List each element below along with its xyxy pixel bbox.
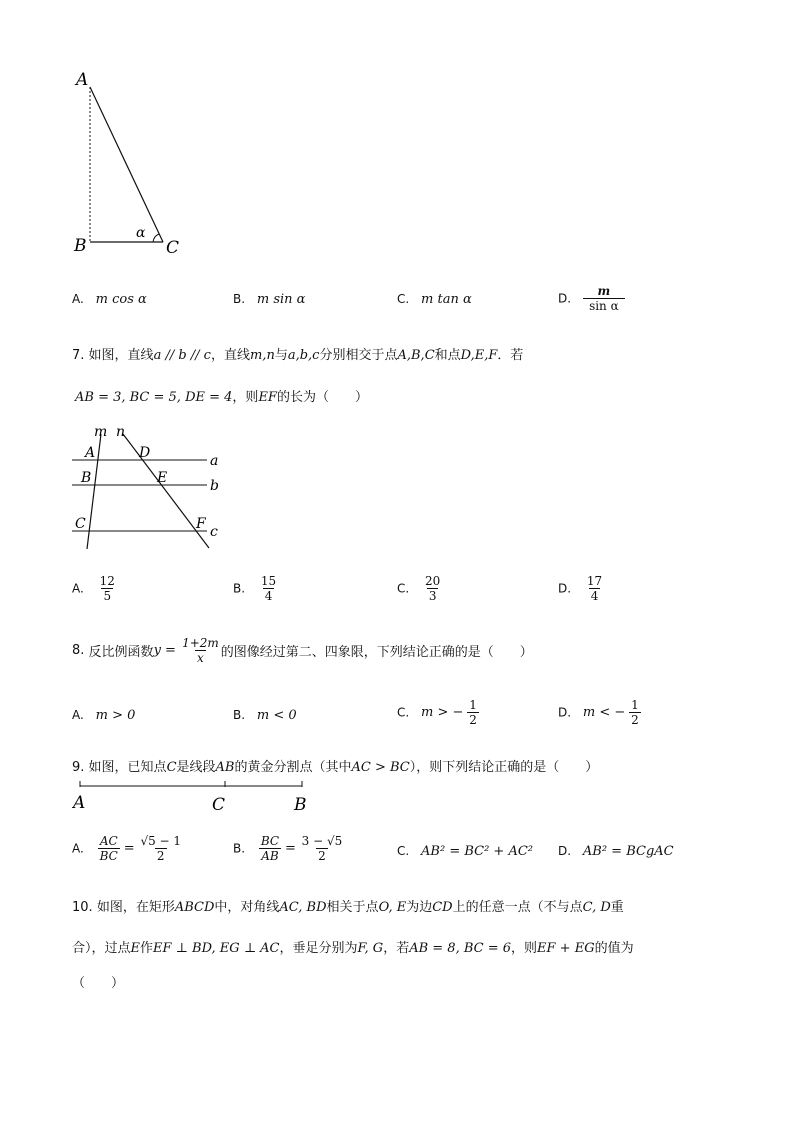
q9-option-c[interactable]: [397, 844, 533, 859]
side-ac: [90, 87, 163, 242]
text: 如图，在矩形: [96, 900, 175, 915]
q6-option-b[interactable]: [233, 292, 305, 307]
option-letter: B.: [233, 292, 246, 306]
q8-option-c[interactable]: [397, 698, 479, 727]
option-fraction: [585, 574, 604, 603]
fraction-denominator: sin α: [583, 298, 625, 313]
fraction-numerator: 20: [425, 574, 441, 588]
q8-option-b[interactable]: [233, 708, 297, 723]
label-d: D: [139, 445, 151, 461]
q7-option-c[interactable]: [397, 574, 442, 603]
fraction-numerator: 17: [586, 574, 603, 588]
math: AC > BC: [351, 760, 410, 775]
text: 中，对角线: [214, 900, 280, 915]
q7-option-d[interactable]: [558, 574, 604, 603]
equals: =: [284, 841, 296, 856]
fraction-numerator: 1: [469, 698, 477, 712]
option-fraction: [259, 574, 278, 603]
text: 是线段: [176, 760, 216, 775]
q8-stem: [72, 636, 533, 665]
angle-arc: [153, 234, 159, 242]
label-c: C: [212, 795, 226, 815]
fraction-numerator: AC: [99, 834, 118, 848]
equals: =: [123, 841, 135, 856]
option-letter: C.: [397, 292, 410, 306]
math: EF ⊥ BD, EG ⊥ AC: [153, 941, 280, 956]
q7-stem-line2: [75, 386, 368, 405]
q8-option-a[interactable]: [72, 708, 135, 723]
math: AB = 8, BC = 6: [409, 941, 512, 956]
math: AB = 3, BC = 5, DE = 4: [75, 390, 233, 405]
fraction-denominator: 2: [156, 849, 165, 863]
fraction-denominator: x: [197, 651, 204, 665]
q10-answer-blank: [72, 972, 124, 991]
text: 的图像经过第二、四象限，下列结论正确的是（ ）: [220, 645, 533, 660]
option-expr: m sin α: [256, 292, 306, 307]
text: ，直线: [210, 348, 250, 363]
label-a: A: [76, 70, 89, 90]
label-e: E: [157, 470, 168, 486]
option-letter: B.: [233, 708, 246, 722]
q7-stem-line1: [72, 344, 523, 363]
fraction-numerator: 1: [631, 698, 639, 712]
q10-stem-line2: [72, 937, 634, 956]
q7-option-a[interactable]: [72, 574, 117, 603]
segment-figure: [72, 778, 322, 818]
option-fraction-right: [138, 834, 183, 863]
option-letter: B.: [233, 581, 246, 596]
option-letter: A.: [72, 708, 84, 722]
question-number: 8.: [72, 643, 85, 658]
text: 和点: [434, 348, 461, 363]
label-alpha: α: [136, 225, 146, 241]
question-number: 10.: [72, 900, 93, 915]
math: y =: [153, 643, 176, 658]
q6-option-d[interactable]: [558, 284, 625, 313]
fraction-denominator: 2: [469, 713, 477, 727]
q9-option-d[interactable]: [558, 844, 674, 859]
question-number: 7.: [72, 348, 85, 363]
label-m: m: [94, 424, 108, 440]
option-letter: A.: [72, 581, 84, 596]
text: 的长为（ ）: [276, 390, 368, 405]
option-expr: m < −: [582, 705, 626, 720]
math: ABCD: [174, 900, 215, 915]
fraction-numerator: 12: [99, 574, 115, 588]
q7-option-b[interactable]: [233, 574, 278, 603]
option-letter: D.: [558, 291, 572, 306]
text: ，则: [232, 390, 259, 405]
q10-stem-line1: [72, 896, 624, 915]
text: ．若: [497, 348, 524, 363]
text: 如图，已知点: [88, 760, 167, 775]
option-letter: C.: [397, 705, 410, 720]
fraction-denominator: 4: [590, 589, 599, 603]
option-letter: D.: [558, 705, 572, 720]
label-b: B: [294, 795, 307, 815]
option-fraction: [98, 574, 117, 603]
option-letter: C.: [397, 581, 410, 596]
math: EF: [258, 390, 277, 405]
option-letter: A.: [72, 841, 84, 856]
option-letter: D.: [558, 581, 572, 596]
function-fraction: [180, 636, 221, 665]
option-fraction: [423, 574, 442, 603]
text: 的值为: [594, 941, 634, 956]
math: O, E: [378, 900, 407, 915]
label-b: B: [74, 236, 87, 256]
fraction-denominator: BC: [99, 849, 118, 863]
fraction-numerator: √5 − 1: [140, 834, 182, 848]
label-c-line: c: [210, 524, 218, 540]
option-letter: D.: [558, 844, 572, 858]
q9-option-a[interactable]: [72, 834, 183, 863]
fraction-numerator: 1+2m: [182, 636, 219, 650]
q9-stem: [72, 756, 598, 775]
math: EF + EG: [537, 941, 595, 956]
label-b-point: B: [81, 470, 92, 486]
math: A,B,C: [397, 348, 435, 363]
option-fraction: [583, 284, 625, 313]
text: 与: [274, 348, 288, 363]
fraction-numerator: 3 − √5: [301, 834, 343, 848]
fraction-denominator: 3: [428, 589, 437, 603]
option-expr: AB² = BC² + AC²: [421, 844, 533, 859]
math: a,b,c: [287, 348, 320, 363]
fraction-numerator: 15: [260, 574, 277, 588]
option-expr: m < 0: [256, 708, 297, 723]
option-expr: m cos α: [95, 292, 147, 307]
math: AB: [215, 760, 235, 775]
fraction-denominator: 4: [264, 589, 273, 603]
text: 上的任意一点（不与点: [452, 900, 583, 915]
math: D,E,F: [460, 348, 498, 363]
text: ），则下列结论正确的是（ ）: [409, 760, 599, 775]
math: C, D: [582, 900, 611, 915]
text: 如图，直线: [88, 348, 154, 363]
text: ，垂足分别为: [279, 941, 358, 956]
label-b-line: b: [210, 478, 219, 494]
option-fraction: [629, 698, 641, 727]
option-expr: AB² = BCgAC: [582, 844, 674, 859]
option-expr: m tan α: [421, 292, 472, 307]
math: AC, BD: [279, 900, 327, 915]
text: 的黄金分割点（其中: [234, 760, 352, 775]
q6-option-a[interactable]: [72, 292, 147, 307]
label-c: C: [166, 238, 180, 258]
text: 作: [140, 941, 154, 956]
option-letter: B.: [233, 841, 246, 856]
math: a // b // c: [153, 348, 211, 363]
label-n: n: [116, 424, 126, 440]
option-fraction: [467, 698, 479, 727]
option-expr: m > 0: [95, 708, 136, 723]
text: ，则: [511, 941, 538, 956]
option-fraction-left: [259, 834, 281, 863]
label-a: A: [73, 793, 86, 813]
option-letter: C.: [397, 844, 410, 858]
math: E: [130, 941, 141, 956]
option-letter: A.: [72, 292, 84, 306]
label-a-line: a: [210, 453, 219, 469]
text: 合），过点: [72, 941, 131, 956]
fraction-denominator: AB: [261, 849, 279, 863]
parallel-lines-figure: [65, 422, 235, 552]
q6-option-c[interactable]: [397, 292, 472, 307]
text: （ ）: [72, 976, 125, 991]
label-a-point: A: [85, 445, 96, 461]
question-number: 9.: [72, 760, 85, 775]
text: 为边: [406, 900, 433, 915]
option-expr: m > −: [421, 705, 464, 720]
math: C: [166, 760, 177, 775]
math: m,n: [249, 348, 275, 363]
option-fraction-left: [98, 834, 120, 863]
text: ，若: [383, 941, 410, 956]
text: 分别相交于点: [319, 348, 398, 363]
math: F, G: [357, 941, 384, 956]
fraction-numerator: m: [597, 284, 611, 298]
fraction-denominator: 2: [318, 849, 326, 863]
text: 相关于点: [326, 900, 379, 915]
q9-option-b[interactable]: [233, 834, 344, 863]
label-c-point: C: [75, 516, 86, 532]
triangle-figure: [70, 65, 190, 260]
option-fraction-right: [300, 834, 345, 863]
fraction-denominator: 5: [103, 589, 112, 603]
label-f: F: [196, 516, 206, 532]
math: CD: [432, 900, 453, 915]
text: 重: [610, 900, 624, 915]
fraction-numerator: BC: [260, 834, 280, 848]
q8-option-d[interactable]: [558, 698, 641, 727]
text: 反比例函数: [88, 645, 154, 660]
fraction-denominator: 2: [631, 713, 639, 727]
